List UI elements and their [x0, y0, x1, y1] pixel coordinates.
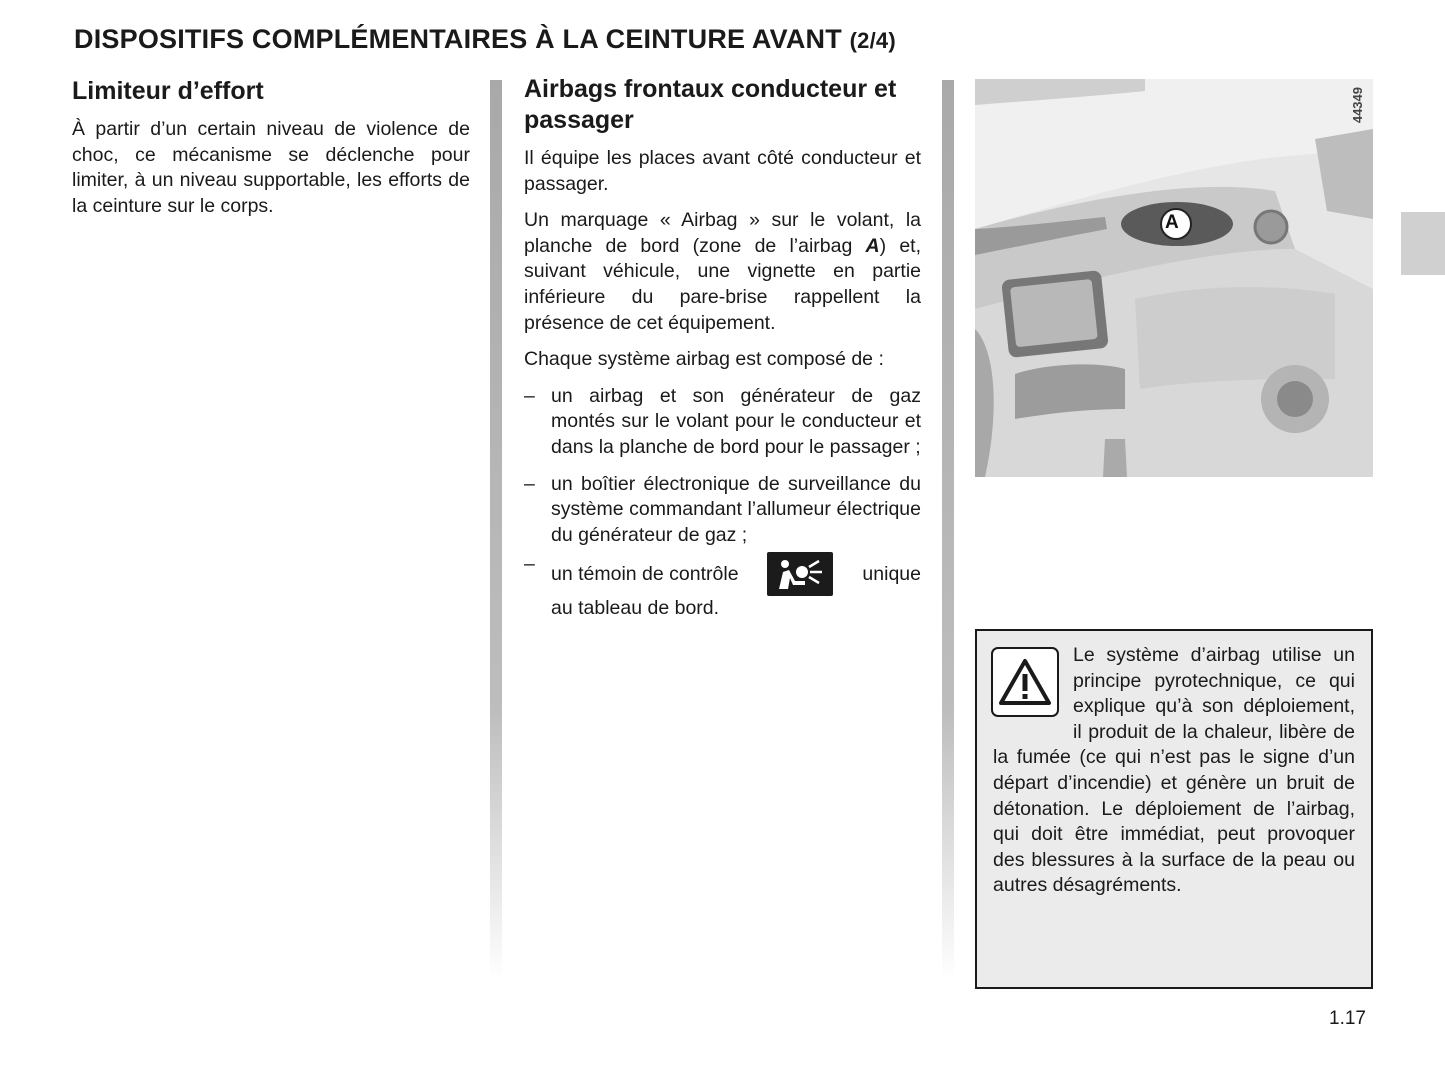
middle-column	[524, 74, 921, 633]
list-item: – un boîtier électronique de surveillance du système commandant l’allumeur électrique du générateur de gaz ;	[524, 472, 921, 549]
airbag-composition-paragraph: Chaque système airbag est composé de :	[524, 348, 884, 371]
dashboard-photo	[975, 79, 1373, 477]
figure-reference-number: 44349	[1350, 87, 1365, 124]
list-item-text-3: au tableau de bord.	[551, 597, 720, 620]
airbag-intro-paragraph: Il équipe les places avant côté conducteur et passager.	[524, 147, 921, 195]
section-heading-front-airbags: Airbags frontaux conducteur et passager	[524, 75, 897, 134]
warning-triangle-icon	[991, 647, 1059, 717]
airbag-components-list	[524, 384, 921, 622]
column-separator-left	[490, 80, 502, 980]
page-title-text: DISPOSITIFS COMPLÉMENTAIRES À LA CEINTURE AVANT	[74, 24, 842, 54]
page-number: 1.17	[1329, 1008, 1366, 1029]
list-item: – un airbag et son générateur de gaz montés sur le volant pour le conducteur et dans la planche de bord pour le passager ;	[524, 384, 921, 461]
list-item-text-1: – un témoin de contrôle	[551, 562, 739, 585]
list-item-first-line	[551, 552, 921, 596]
airbag-marking-paragraph	[524, 208, 921, 336]
warning-text: Le système d’airbag utilise un principe pyrotechnique, ce qui explique qu’à son déploiement, il produit de la chaleur, libère de la fumée (ce qui n’est pas le signe d’un départ d’incendie) et génère un bruit de détonation. Le déploiement de l’airbag, qui doit être immédiat, peut provoquer des blessures à la surface de la peau ou autres désagréments.	[993, 644, 1355, 897]
warning-triangle-shape	[998, 657, 1052, 707]
list-item-warning-lamp	[524, 552, 921, 622]
dashboard-illustration	[975, 79, 1373, 477]
warning-box	[975, 629, 1373, 989]
chapter-tab-marker	[1401, 212, 1445, 275]
force-limiter-paragraph: À partir d’un certain niveau de violence de choc, ce mécanisme se déclenche pour limiter, à un niveau supportable, les efforts de la ceinture sur le corps.	[72, 118, 470, 217]
list-item-text-2: unique	[862, 562, 921, 585]
section-heading-force-limiter: Limiteur d’effort	[72, 77, 264, 105]
airbag-symbol	[775, 557, 825, 591]
column-separator-right	[942, 80, 954, 980]
left-column	[72, 74, 470, 230]
callout-label-a: A	[1165, 212, 1179, 233]
airbag-zone-ref: A	[865, 234, 880, 257]
page-title	[74, 24, 896, 55]
airbag-marking-text-end: ) et, suivant véhicule, une vignette en partie inférieure du pare-brise rappellent la présence de cet équipement.	[524, 234, 922, 334]
page-title-suffix: (2/4)	[849, 28, 896, 53]
airbag-marking-text-start: Un marquage « Airbag » sur le volant, la planche de bord (zone de l’airbag	[524, 209, 921, 257]
airbag-warning-lamp-icon	[767, 552, 833, 596]
